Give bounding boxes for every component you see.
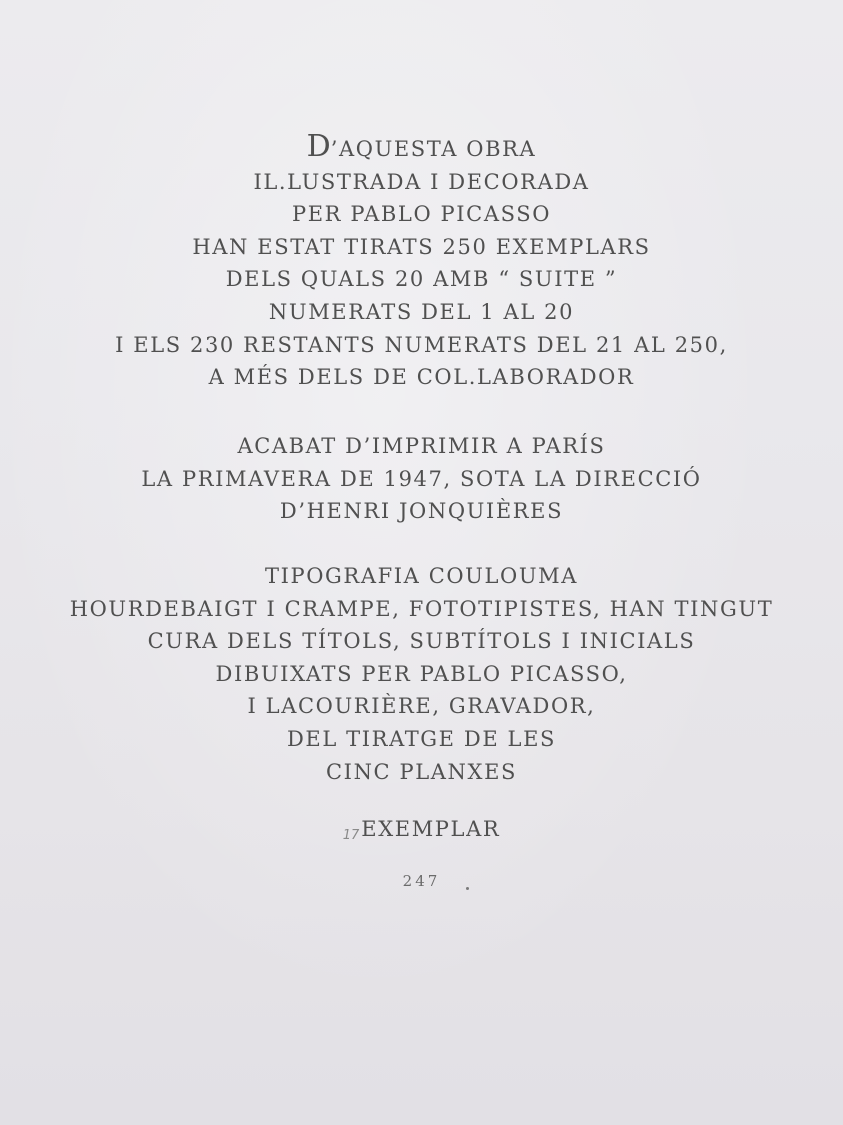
colophon-line: ACABAT D’IMPRIMIR A PARÍS [237, 434, 606, 458]
drop-initial: D [306, 129, 331, 164]
colophon-credits-block [0, 560, 843, 788]
first-line-rest: ’AQUESTA OBRA [330, 137, 537, 161]
exemplar-label: EXEMPLAR [361, 817, 501, 841]
colophon-line: CINC PLANXES [326, 759, 517, 784]
colophon-edition-block [0, 129, 843, 394]
colophon-line: HAN ESTAT TIRATS 250 EXEMPLARS [192, 234, 651, 259]
colophon-line: I LACOURIÈRE, GRAVADOR, [247, 694, 596, 719]
colophon-printing-block [0, 430, 843, 528]
colophon-line: D’HENRI JONQUIÈRES [279, 499, 564, 524]
colophon-line-first [0, 129, 843, 166]
ink-speck [466, 887, 469, 890]
exemplar-line [0, 817, 843, 841]
colophon-line: DEL TIRATGE DE LES [286, 726, 556, 751]
colophon-line: IL.LUSTRADA I DECORADA [253, 169, 590, 194]
colophon-line: LA PRIMAVERA DE 1947, SOTA LA DIRECCIÓ [141, 466, 702, 491]
exemplar-number: 247 [402, 872, 441, 890]
colophon-line: PER PABLO PICASSO [291, 202, 552, 227]
colophon-line: NUMERATS DEL 1 AL 20 [268, 299, 575, 324]
handwritten-mark: 17 [342, 828, 360, 843]
colophon-line: DELS QUALS 20 AMB “ SUITE ” [225, 267, 618, 292]
colophon-line: DIBUIXATS PER PABLO PICASSO, [215, 661, 628, 686]
colophon-line: A MÉS DELS DE COL.LABORADOR [208, 365, 635, 390]
colophon-line: HOURDEBAIGT I CRAMPE, FOTOTIPISTES, HAN TINGUT [69, 596, 774, 621]
colophon-line: CURA DELS TÍTOLS, SUBTÍTOLS I INICIALS [147, 629, 696, 654]
colophon-line: TIPOGRAFIA COULOUMA [264, 564, 579, 588]
colophon-line: I ELS 230 RESTANTS NUMERATS DEL 21 AL 250, [115, 332, 728, 357]
